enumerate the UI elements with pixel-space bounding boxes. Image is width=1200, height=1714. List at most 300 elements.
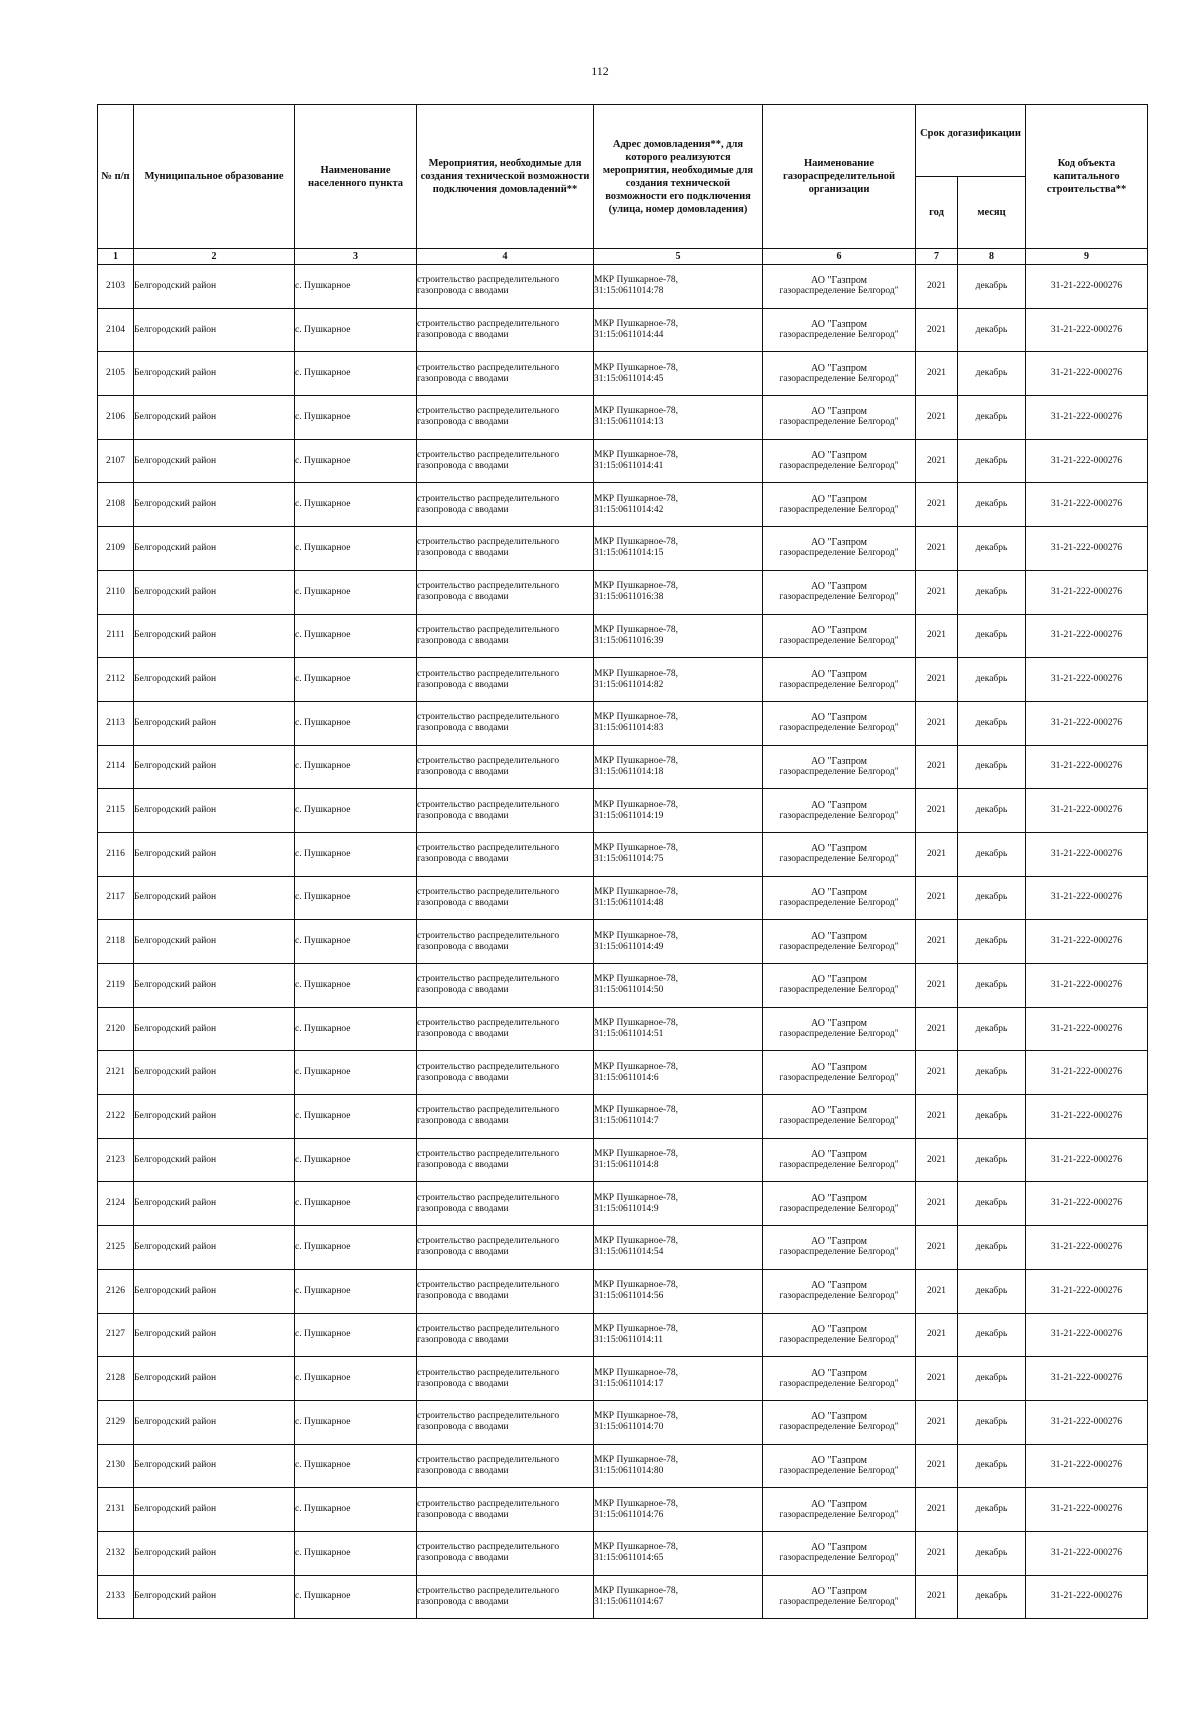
organization-name-line2: газораспределение Белгород" <box>779 592 899 603</box>
organization-name-line1: АО "Газпром <box>811 1149 867 1161</box>
header-deadline: Срок догазификации <box>916 105 1026 177</box>
organization-name-line1: АО "Газпром <box>811 362 867 374</box>
header-code: Код объекта капитального строительства** <box>1026 105 1148 249</box>
organization-name-line2: газораспределение Белгород" <box>779 854 899 865</box>
row-number: 2133 <box>98 1575 134 1619</box>
address-street: МКР Пушкарное-78, <box>594 799 679 810</box>
municipality-cell: Белгородский район <box>134 1444 295 1488</box>
year-cell: 2021 <box>916 920 958 964</box>
address-street: МКР Пушкарное-78, <box>594 1367 679 1378</box>
organization-name-line1: АО "Газпром <box>811 581 867 593</box>
row-number: 2123 <box>98 1138 134 1182</box>
year-cell: 2021 <box>916 1444 958 1488</box>
organization-cell <box>763 265 916 309</box>
month-cell: декабрь <box>958 1182 1026 1226</box>
code-cell: 31-21-222-000276 <box>1026 876 1148 920</box>
year-cell: 2021 <box>916 1051 958 1095</box>
organization-cell <box>763 1488 916 1532</box>
address-street: МКР Пушкарное-78, <box>594 1323 679 1334</box>
organization-cell <box>763 1226 916 1270</box>
table-row <box>98 658 1148 702</box>
organization-name-line2: газораспределение Белгород" <box>779 810 899 821</box>
code-cell: 31-21-222-000276 <box>1026 1138 1148 1182</box>
row-number: 2103 <box>98 265 134 309</box>
organization-name-line1: АО "Газпром <box>811 1542 867 1554</box>
address-cell <box>594 1226 763 1270</box>
organization-name-line1: АО "Газпром <box>811 1323 867 1335</box>
month-cell: декабрь <box>958 570 1026 614</box>
locality-cell: с. Пушкарное <box>295 308 417 352</box>
page-number: 112 <box>591 64 609 78</box>
code-cell: 31-21-222-000276 <box>1026 1051 1148 1095</box>
year-cell: 2021 <box>916 1357 958 1401</box>
organization-cell <box>763 1095 916 1139</box>
organization-name-line1: АО "Газпром <box>811 1585 867 1597</box>
organization-name-line2: газораспределение Белгород" <box>779 1334 899 1345</box>
row-number: 2110 <box>98 570 134 614</box>
table-row <box>98 1226 1148 1270</box>
address-cell <box>594 1400 763 1444</box>
organization-cell <box>763 1182 916 1226</box>
address-cell <box>594 964 763 1008</box>
year-cell: 2021 <box>916 527 958 571</box>
organization-name-line2: газораспределение Белгород" <box>779 635 899 646</box>
address-street: МКР Пушкарное-78, <box>594 712 679 723</box>
organization-name-line1: АО "Газпром <box>811 1236 867 1248</box>
table-row <box>98 1095 1148 1139</box>
municipality-cell: Белгородский район <box>134 396 295 440</box>
month-cell: декабрь <box>958 483 1026 527</box>
organization-name-line1: АО "Газпром <box>811 1367 867 1379</box>
measure-cell: строительство распределительного газопровода с вводами <box>417 701 594 745</box>
address-cadastral: 31:15:0611014:49 <box>594 941 664 952</box>
organization-name-line2: газораспределение Белгород" <box>779 373 899 384</box>
month-cell: декабрь <box>958 964 1026 1008</box>
year-cell: 2021 <box>916 308 958 352</box>
measure-cell: строительство распределительного газопровода с вводами <box>417 1400 594 1444</box>
organization-cell <box>763 1269 916 1313</box>
address-cadastral: 31:15:0611014:54 <box>594 1247 664 1258</box>
table-row <box>98 920 1148 964</box>
month-cell: декабрь <box>958 876 1026 920</box>
code-cell: 31-21-222-000276 <box>1026 527 1148 571</box>
address-street: МКР Пушкарное-78, <box>594 1236 679 1247</box>
address-cell <box>594 1182 763 1226</box>
row-number: 2111 <box>98 614 134 658</box>
address-cadastral: 31:15:0611014:9 <box>594 1203 659 1214</box>
address-cell <box>594 396 763 440</box>
code-cell: 31-21-222-000276 <box>1026 832 1148 876</box>
organization-name-line1: АО "Газпром <box>811 930 867 942</box>
row-number: 2106 <box>98 396 134 440</box>
address-cadastral: 31:15:0611014:50 <box>594 985 664 996</box>
measure-cell: строительство распределительного газопровода с вводами <box>417 483 594 527</box>
year-cell: 2021 <box>916 439 958 483</box>
measure-cell: строительство распределительного газопровода с вводами <box>417 1488 594 1532</box>
table-row <box>98 964 1148 1008</box>
column-number: 1 <box>98 249 134 265</box>
column-number-row <box>98 249 1148 265</box>
address-street: МКР Пушкарное-78, <box>594 1498 679 1509</box>
address-street: МКР Пушкарное-78, <box>594 1149 679 1160</box>
address-cadastral: 31:15:0611016:38 <box>594 592 664 603</box>
row-number: 2115 <box>98 789 134 833</box>
municipality-cell: Белгородский район <box>134 1007 295 1051</box>
table-row <box>98 614 1148 658</box>
header-municipality: Муниципальное образование <box>134 105 295 249</box>
organization-cell <box>763 396 916 440</box>
month-cell: декабрь <box>958 1444 1026 1488</box>
address-cadastral: 31:15:0611014:45 <box>594 373 664 384</box>
code-cell: 31-21-222-000276 <box>1026 1488 1148 1532</box>
address-cell <box>594 352 763 396</box>
address-street: МКР Пушкарное-78, <box>594 1411 679 1422</box>
month-cell: декабрь <box>958 658 1026 702</box>
table-row <box>98 1531 1148 1575</box>
organization-name-line1: АО "Газпром <box>811 275 867 287</box>
row-number: 2130 <box>98 1444 134 1488</box>
organization-cell <box>763 614 916 658</box>
table-row <box>98 1007 1148 1051</box>
locality-cell: с. Пушкарное <box>295 1575 417 1619</box>
column-number: 8 <box>958 249 1026 265</box>
measure-cell: строительство распределительного газопровода с вводами <box>417 876 594 920</box>
row-number: 2131 <box>98 1488 134 1532</box>
address-cell <box>594 265 763 309</box>
address-cell <box>594 1007 763 1051</box>
table-row <box>98 308 1148 352</box>
table-row <box>98 789 1148 833</box>
header-year: год <box>916 177 958 249</box>
code-cell: 31-21-222-000276 <box>1026 1182 1148 1226</box>
municipality-cell: Белгородский район <box>134 1488 295 1532</box>
address-cell <box>594 745 763 789</box>
column-number: 2 <box>134 249 295 265</box>
table-row <box>98 527 1148 571</box>
address-cell <box>594 1357 763 1401</box>
measure-cell: строительство распределительного газопровода с вводами <box>417 1182 594 1226</box>
address-street: МКР Пушкарное-78, <box>594 843 679 854</box>
month-cell: декабрь <box>958 352 1026 396</box>
code-cell: 31-21-222-000276 <box>1026 745 1148 789</box>
locality-cell: с. Пушкарное <box>295 789 417 833</box>
table-row <box>98 1269 1148 1313</box>
measure-cell: строительство распределительного газопровода с вводами <box>417 527 594 571</box>
row-number: 2128 <box>98 1357 134 1401</box>
code-cell: 31-21-222-000276 <box>1026 570 1148 614</box>
locality-cell: с. Пушкарное <box>295 1269 417 1313</box>
code-cell: 31-21-222-000276 <box>1026 614 1148 658</box>
address-cell <box>594 789 763 833</box>
organization-name-line2: газораспределение Белгород" <box>779 461 899 472</box>
month-cell: декабрь <box>958 1051 1026 1095</box>
address-cadastral: 31:15:0611014:75 <box>594 854 664 865</box>
address-street: МКР Пушкарное-78, <box>594 974 679 985</box>
organization-name-line1: АО "Газпром <box>811 1061 867 1073</box>
table-row <box>98 1444 1148 1488</box>
locality-cell: с. Пушкарное <box>295 920 417 964</box>
year-cell: 2021 <box>916 745 958 789</box>
address-cell <box>594 832 763 876</box>
address-street: МКР Пушкарное-78, <box>594 362 679 373</box>
locality-cell: с. Пушкарное <box>295 614 417 658</box>
municipality-cell: Белгородский район <box>134 570 295 614</box>
organization-cell <box>763 439 916 483</box>
code-cell: 31-21-222-000276 <box>1026 352 1148 396</box>
measure-cell: строительство распределительного газопровода с вводами <box>417 570 594 614</box>
table-row <box>98 1575 1148 1619</box>
municipality-cell: Белгородский район <box>134 920 295 964</box>
municipality-cell: Белгородский район <box>134 789 295 833</box>
month-cell: декабрь <box>958 1269 1026 1313</box>
municipality-cell: Белгородский район <box>134 1269 295 1313</box>
year-cell: 2021 <box>916 1400 958 1444</box>
address-cadastral: 31:15:0611014:82 <box>594 679 664 690</box>
measure-cell: строительство распределительного газопровода с вводами <box>417 1051 594 1095</box>
municipality-cell: Белгородский район <box>134 1051 295 1095</box>
measure-cell: строительство распределительного газопровода с вводами <box>417 789 594 833</box>
month-cell: декабрь <box>958 1007 1026 1051</box>
address-cadastral: 31:15:0611014:44 <box>594 330 664 341</box>
organization-name-line1: АО "Газпром <box>811 974 867 986</box>
address-street: МКР Пушкарное-78, <box>594 581 679 592</box>
row-number: 2113 <box>98 701 134 745</box>
address-street: МКР Пушкарное-78, <box>594 493 679 504</box>
month-cell: декабрь <box>958 1531 1026 1575</box>
month-cell: декабрь <box>958 1400 1026 1444</box>
address-cadastral: 31:15:0611014:7 <box>594 1116 659 1127</box>
municipality-cell: Белгородский район <box>134 876 295 920</box>
row-number: 2124 <box>98 1182 134 1226</box>
address-cadastral: 31:15:0611014:41 <box>594 461 664 472</box>
header-address: Адрес домовладения**, для которого реализуются мероприятия, необходимые для создания технической возможности его подключения (улица, номер домовладения) <box>594 105 763 249</box>
locality-cell: с. Пушкарное <box>295 832 417 876</box>
code-cell: 31-21-222-000276 <box>1026 1095 1148 1139</box>
code-cell: 31-21-222-000276 <box>1026 483 1148 527</box>
organization-name-line1: АО "Газпром <box>811 712 867 724</box>
address-cadastral: 31:15:0611014:8 <box>594 1160 659 1171</box>
address-cell <box>594 1313 763 1357</box>
address-cadastral: 31:15:0611014:51 <box>594 1029 664 1040</box>
address-cadastral: 31:15:0611014:67 <box>594 1596 664 1607</box>
address-street: МКР Пушкарное-78, <box>594 755 679 766</box>
municipality-cell: Белгородский район <box>134 1095 295 1139</box>
header-locality: Наименование населенного пункта <box>295 105 417 249</box>
organization-name-line1: АО "Газпром <box>811 755 867 767</box>
table-row <box>98 1051 1148 1095</box>
year-cell: 2021 <box>916 876 958 920</box>
year-cell: 2021 <box>916 1269 958 1313</box>
locality-cell: с. Пушкарное <box>295 527 417 571</box>
header-num: № п/п <box>98 105 134 249</box>
code-cell: 31-21-222-000276 <box>1026 439 1148 483</box>
column-number: 4 <box>417 249 594 265</box>
address-cadastral: 31:15:0611014:83 <box>594 723 664 734</box>
organization-name-line2: газораспределение Белгород" <box>779 1247 899 1258</box>
address-street: МКР Пушкарное-78, <box>594 930 679 941</box>
code-cell: 31-21-222-000276 <box>1026 1400 1148 1444</box>
address-cadastral: 31:15:0611014:65 <box>594 1553 664 1564</box>
municipality-cell: Белгородский район <box>134 483 295 527</box>
table-body <box>98 265 1148 1619</box>
column-number: 3 <box>295 249 417 265</box>
table-row <box>98 1313 1148 1357</box>
year-cell: 2021 <box>916 832 958 876</box>
organization-cell <box>763 789 916 833</box>
code-cell: 31-21-222-000276 <box>1026 1531 1148 1575</box>
measure-cell: строительство распределительного газопровода с вводами <box>417 439 594 483</box>
organization-name-line2: газораспределение Белгород" <box>779 417 899 428</box>
year-cell: 2021 <box>916 701 958 745</box>
organization-name-line2: газораспределение Белгород" <box>779 723 899 734</box>
municipality-cell: Белгородский район <box>134 614 295 658</box>
measure-cell: строительство распределительного газопровода с вводами <box>417 658 594 702</box>
code-cell: 31-21-222-000276 <box>1026 396 1148 440</box>
organization-cell <box>763 1400 916 1444</box>
organization-name-line1: АО "Газпром <box>811 450 867 462</box>
locality-cell: с. Пушкарное <box>295 1357 417 1401</box>
municipality-cell: Белгородский район <box>134 308 295 352</box>
municipality-cell: Белгородский район <box>134 1400 295 1444</box>
measure-cell: строительство распределительного газопровода с вводами <box>417 1357 594 1401</box>
header-measures: Мероприятия, необходимые для создания технической возможности подключения домовладений** <box>417 105 594 249</box>
organization-name-line2: газораспределение Белгород" <box>779 1116 899 1127</box>
year-cell: 2021 <box>916 1182 958 1226</box>
year-cell: 2021 <box>916 483 958 527</box>
row-number: 2114 <box>98 745 134 789</box>
address-cadastral: 31:15:0611014:6 <box>594 1072 659 1083</box>
row-number: 2109 <box>98 527 134 571</box>
row-number: 2129 <box>98 1400 134 1444</box>
measure-cell: строительство распределительного газопровода с вводами <box>417 1575 594 1619</box>
measure-cell: строительство распределительного газопровода с вводами <box>417 832 594 876</box>
municipality-cell: Белгородский район <box>134 527 295 571</box>
measure-cell: строительство распределительного газопровода с вводами <box>417 964 594 1008</box>
locality-cell: с. Пушкарное <box>295 1095 417 1139</box>
header-organization: Наименование газораспределительной организации <box>763 105 916 249</box>
address-cadastral: 31:15:0611014:78 <box>594 286 664 297</box>
address-street: МКР Пушкарное-78, <box>594 668 679 679</box>
year-cell: 2021 <box>916 570 958 614</box>
organization-name-line2: газораспределение Белгород" <box>779 1465 899 1476</box>
address-street: МКР Пушкарное-78, <box>594 624 679 635</box>
municipality-cell: Белгородский район <box>134 701 295 745</box>
locality-cell: с. Пушкарное <box>295 1313 417 1357</box>
table-row <box>98 1400 1148 1444</box>
measure-cell: строительство распределительного газопровода с вводами <box>417 1269 594 1313</box>
locality-cell: с. Пушкарное <box>295 745 417 789</box>
address-cadastral: 31:15:0611014:48 <box>594 897 664 908</box>
organization-cell <box>763 570 916 614</box>
locality-cell: с. Пушкарное <box>295 1400 417 1444</box>
year-cell: 2021 <box>916 1138 958 1182</box>
row-number: 2104 <box>98 308 134 352</box>
month-cell: декабрь <box>958 396 1026 440</box>
organization-cell <box>763 701 916 745</box>
organization-name-line2: газораспределение Белгород" <box>779 1160 899 1171</box>
municipality-cell: Белгородский район <box>134 1226 295 1270</box>
organization-name-line1: АО "Газпром <box>811 624 867 636</box>
address-cadastral: 31:15:0611014:76 <box>594 1509 664 1520</box>
year-cell: 2021 <box>916 1313 958 1357</box>
address-street: МКР Пушкарное-78, <box>594 1192 679 1203</box>
locality-cell: с. Пушкарное <box>295 265 417 309</box>
row-number: 2118 <box>98 920 134 964</box>
locality-cell: с. Пушкарное <box>295 1138 417 1182</box>
row-number: 2125 <box>98 1226 134 1270</box>
organization-cell <box>763 745 916 789</box>
year-cell: 2021 <box>916 1226 958 1270</box>
locality-cell: с. Пушкарное <box>295 483 417 527</box>
row-number: 2105 <box>98 352 134 396</box>
municipality-cell: Белгородский район <box>134 1138 295 1182</box>
locality-cell: с. Пушкарное <box>295 964 417 1008</box>
address-cell <box>594 570 763 614</box>
address-cadastral: 31:15:0611014:80 <box>594 1465 664 1476</box>
address-cadastral: 31:15:0611014:56 <box>594 1291 664 1302</box>
table-row <box>98 570 1148 614</box>
address-cell <box>594 1575 763 1619</box>
year-cell: 2021 <box>916 1095 958 1139</box>
locality-cell: с. Пушкарное <box>295 1531 417 1575</box>
municipality-cell: Белгородский район <box>134 832 295 876</box>
organization-cell <box>763 920 916 964</box>
code-cell: 31-21-222-000276 <box>1026 1226 1148 1270</box>
address-cadastral: 31:15:0611014:42 <box>594 504 664 515</box>
organization-name-line1: АО "Газпром <box>811 668 867 680</box>
organization-name-line2: газораспределение Белгород" <box>779 330 899 341</box>
measure-cell: строительство распределительного газопровода с вводами <box>417 920 594 964</box>
organization-name-line1: АО "Газпром <box>811 406 867 418</box>
month-cell: декабрь <box>958 614 1026 658</box>
organization-name-line2: газораспределение Белгород" <box>779 679 899 690</box>
measure-cell: строительство распределительного газопровода с вводами <box>417 1313 594 1357</box>
code-cell: 31-21-222-000276 <box>1026 308 1148 352</box>
month-cell: декабрь <box>958 1138 1026 1182</box>
measure-cell: строительство распределительного газопровода с вводами <box>417 1007 594 1051</box>
organization-name-line2: газораспределение Белгород" <box>779 1029 899 1040</box>
code-cell: 31-21-222-000276 <box>1026 265 1148 309</box>
address-cadastral: 31:15:0611014:13 <box>594 417 664 428</box>
address-cadastral: 31:15:0611014:70 <box>594 1422 664 1433</box>
month-cell: декабрь <box>958 1488 1026 1532</box>
year-cell: 2021 <box>916 352 958 396</box>
measure-cell: строительство распределительного газопровода с вводами <box>417 1138 594 1182</box>
address-cell <box>594 308 763 352</box>
municipality-cell: Белгородский район <box>134 745 295 789</box>
code-cell: 31-21-222-000276 <box>1026 1313 1148 1357</box>
year-cell: 2021 <box>916 1007 958 1051</box>
organization-name-line1: АО "Газпром <box>811 799 867 811</box>
organization-name-line2: газораспределение Белгород" <box>779 1553 899 1564</box>
month-cell: декабрь <box>958 701 1026 745</box>
organization-name-line1: АО "Газпром <box>811 1192 867 1204</box>
row-number: 2116 <box>98 832 134 876</box>
address-street: МКР Пушкарное-78, <box>594 450 679 461</box>
table-row <box>98 483 1148 527</box>
address-cell <box>594 483 763 527</box>
organization-name-line2: газораспределение Белгород" <box>779 766 899 777</box>
locality-cell: с. Пушкарное <box>295 1488 417 1532</box>
code-cell: 31-21-222-000276 <box>1026 920 1148 964</box>
address-street: МКР Пушкарное-78, <box>594 1542 679 1553</box>
year-cell: 2021 <box>916 265 958 309</box>
month-cell: декабрь <box>958 1357 1026 1401</box>
address-cadastral: 31:15:0611016:39 <box>594 635 664 646</box>
municipality-cell: Белгородский район <box>134 658 295 702</box>
row-number: 2117 <box>98 876 134 920</box>
table-row <box>98 876 1148 920</box>
